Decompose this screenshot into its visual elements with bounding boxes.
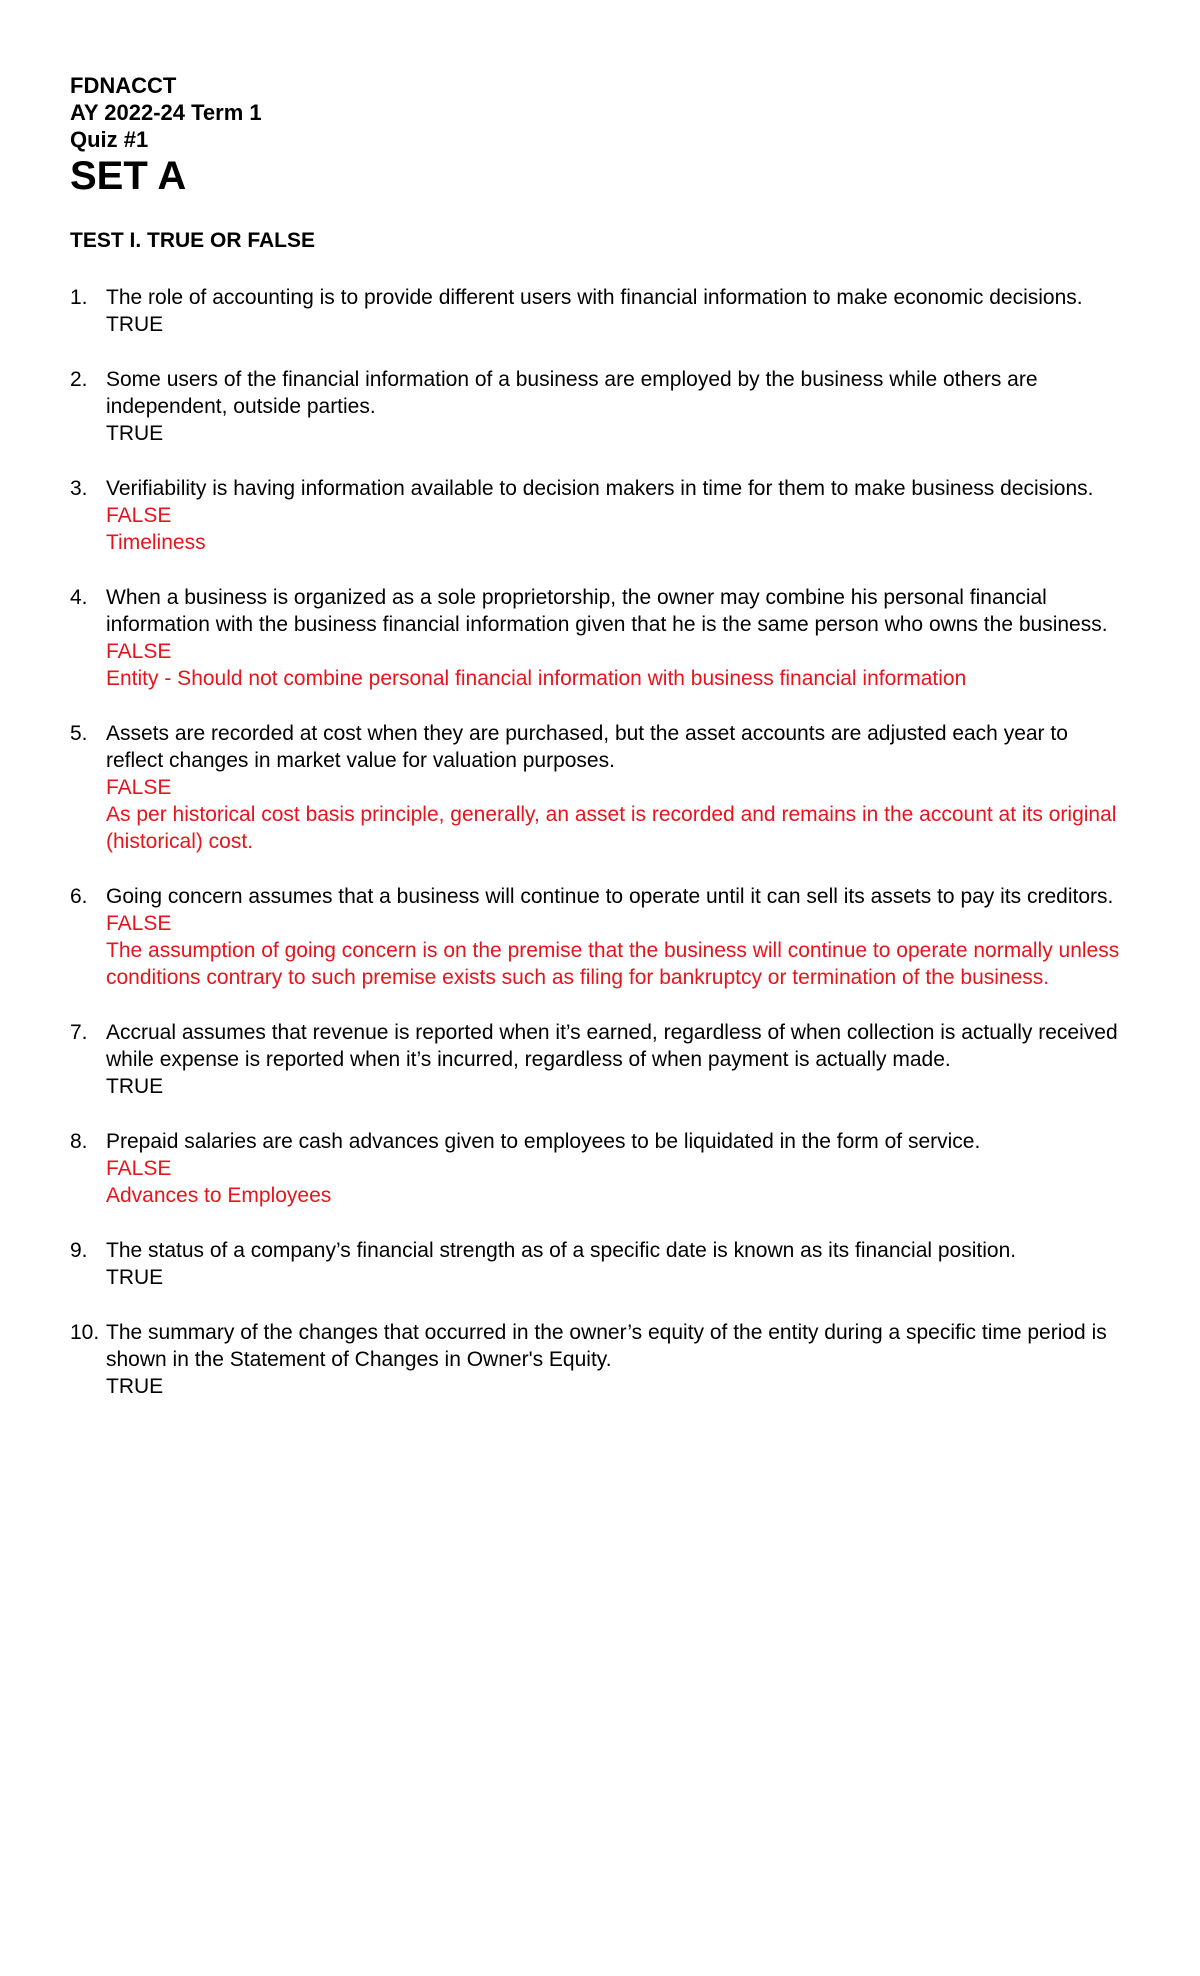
question-number: 10. bbox=[70, 1321, 100, 1344]
answer-explanation: Timeliness bbox=[106, 531, 206, 554]
academic-term: AY 2022-24 Term 1 bbox=[70, 100, 262, 125]
question-text: The role of accounting is to provide different users with financial information to make economic decisions. bbox=[106, 286, 1083, 309]
question-number: 5. bbox=[70, 722, 88, 745]
answer: FALSE bbox=[106, 640, 172, 663]
question-item bbox=[70, 883, 1130, 991]
answer: TRUE bbox=[106, 422, 164, 445]
answer: FALSE bbox=[106, 1157, 172, 1180]
answer-explanation: As per historical cost basis principle, generally, an asset is recorded and remains in the account at its original (historical) cost. bbox=[106, 803, 1117, 853]
quiz-label: Quiz #1 bbox=[70, 127, 149, 152]
answer: TRUE bbox=[106, 1075, 164, 1098]
question-list bbox=[70, 284, 1130, 1400]
answer: FALSE bbox=[106, 912, 172, 935]
section-title: TEST I. TRUE OR FALSE bbox=[70, 229, 316, 252]
course-code: FDNACCT bbox=[70, 73, 177, 98]
question-number: 9. bbox=[70, 1239, 88, 1262]
answer-explanation: Entity - Should not combine personal financial information with business financial information bbox=[106, 667, 967, 690]
question-item bbox=[70, 284, 1130, 338]
question-text: Accrual assumes that revenue is reported when it’s earned, regardless of when collection is actually received while expense is reported when it’s incurred, regardless of when payment is actually made. bbox=[106, 1021, 1118, 1071]
set-title: SET A bbox=[70, 154, 187, 198]
question-item bbox=[70, 1128, 1130, 1209]
answer: TRUE bbox=[106, 1266, 164, 1289]
answer-explanation: The assumption of going concern is on the premise that the business will continue to operate normally unless conditions contrary to such premise exists such as filing for bankruptcy or termination of the business. bbox=[106, 939, 1120, 989]
question-text: Verifiability is having information available to decision makers in time for them to make business decisions. bbox=[106, 477, 1094, 500]
question-item bbox=[70, 584, 1130, 692]
answer: TRUE bbox=[106, 1375, 164, 1398]
question-number: 4. bbox=[70, 586, 88, 609]
question-item bbox=[70, 475, 1130, 556]
question-number: 2. bbox=[70, 368, 88, 391]
question-item bbox=[70, 720, 1130, 855]
question-text: The summary of the changes that occurred in the owner’s equity of the entity during a specific time period is shown in the Statement of Changes in Owner's Equity. bbox=[106, 1321, 1107, 1371]
question-item bbox=[70, 1237, 1130, 1291]
answer: FALSE bbox=[106, 776, 172, 799]
answer-explanation: Advances to Employees bbox=[106, 1184, 332, 1207]
question-number: 6. bbox=[70, 885, 88, 908]
question-item bbox=[70, 366, 1130, 447]
question-number: 8. bbox=[70, 1130, 88, 1153]
question-text: When a business is organized as a sole proprietorship, the owner may combine his personal financial information with the business financial information given that he is the same person who owns the business. bbox=[106, 586, 1108, 636]
question-text: Assets are recorded at cost when they are purchased, but the asset accounts are adjusted each year to reflect changes in market value for valuation purposes. bbox=[106, 722, 1068, 772]
answer: FALSE bbox=[106, 504, 172, 527]
answer: TRUE bbox=[106, 313, 164, 336]
question-text: The status of a company’s financial strength as of a specific date is known as its financial position. bbox=[106, 1239, 1017, 1262]
question-number: 1. bbox=[70, 286, 88, 309]
question-number: 3. bbox=[70, 477, 88, 500]
question-item bbox=[70, 1319, 1130, 1400]
question-text: Prepaid salaries are cash advances given to employees to be liquidated in the form of service. bbox=[106, 1130, 981, 1153]
question-text: Some users of the financial information of a business are employed by the business while others are independent, outside parties. bbox=[106, 368, 1038, 418]
question-number: 7. bbox=[70, 1021, 88, 1044]
question-text: Going concern assumes that a business will continue to operate until it can sell its assets to pay its creditors. bbox=[106, 885, 1114, 908]
question-item bbox=[70, 1019, 1130, 1100]
